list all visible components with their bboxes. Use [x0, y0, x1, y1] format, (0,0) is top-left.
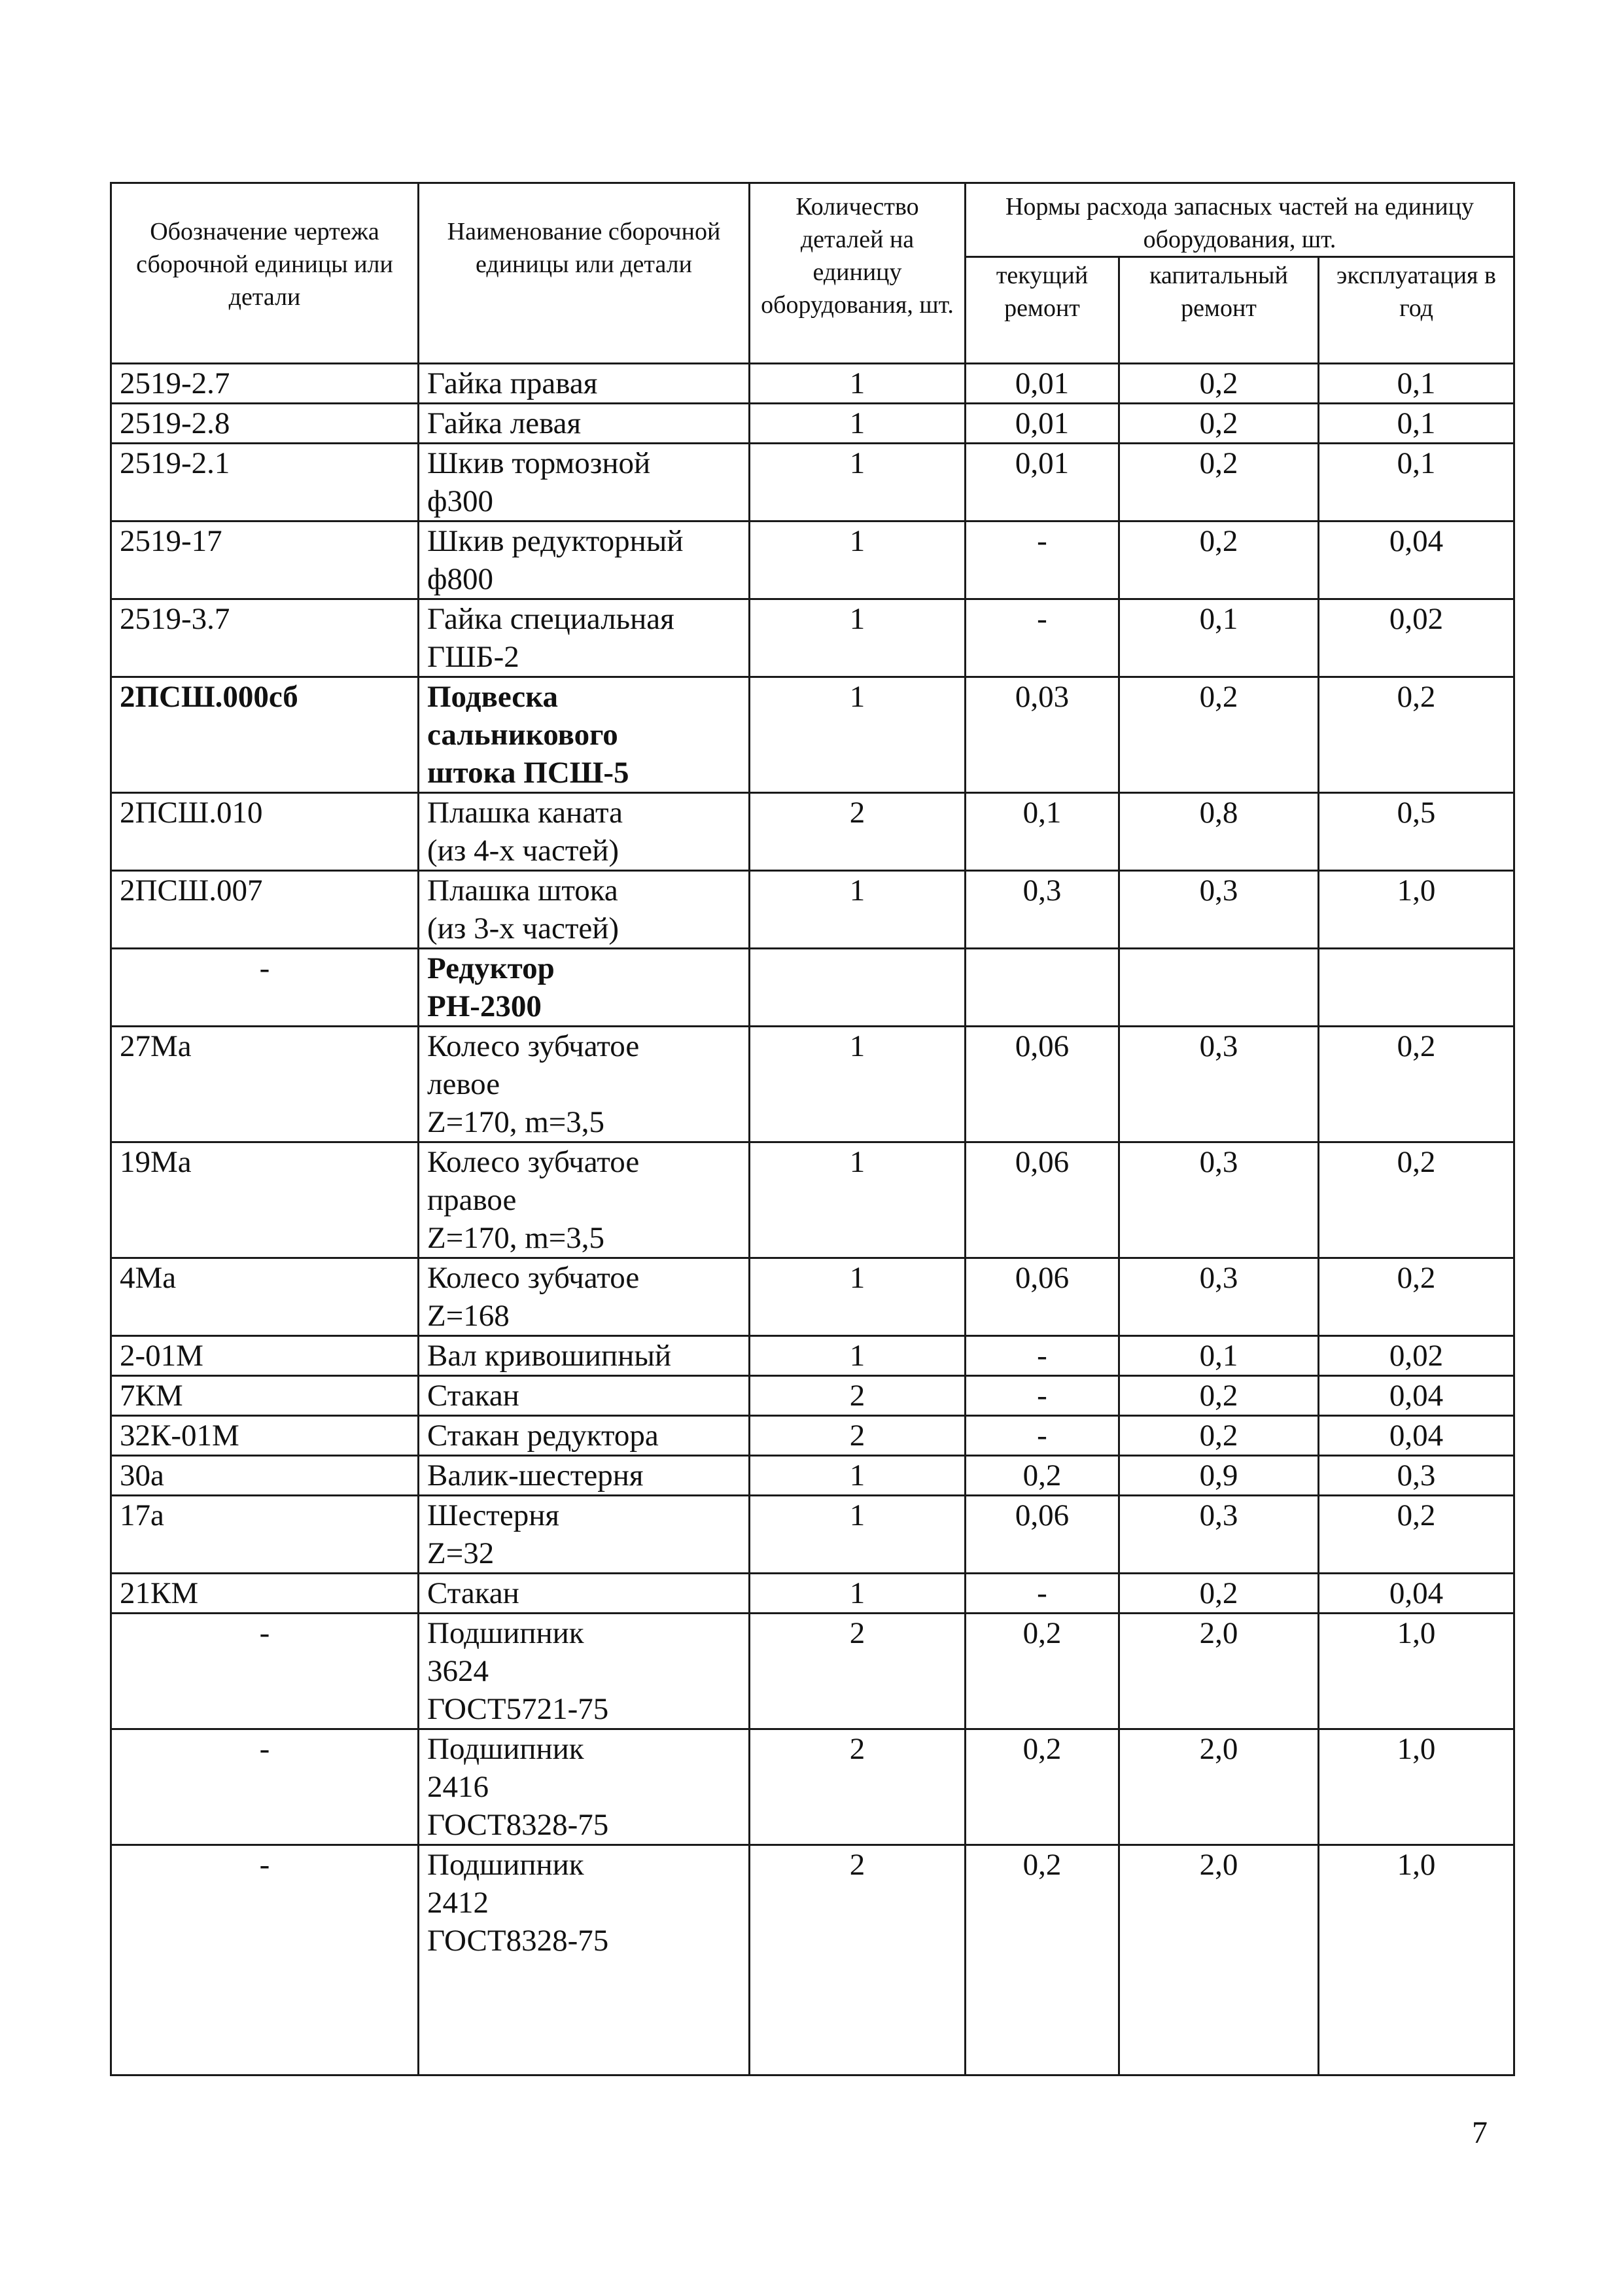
cell-operation: 0,04 [1319, 1574, 1514, 1614]
cell-capital-repair: 0,2 [1119, 444, 1319, 521]
header-name: Наименование сборочной единицы или детали [419, 183, 750, 364]
cell-operation: 0,2 [1319, 1258, 1514, 1336]
cell-current-repair: 0,2 [966, 1614, 1119, 1729]
cell-name [419, 364, 750, 404]
cell-quantity: 2 [750, 1416, 966, 1456]
cell-name-line: правое [427, 1183, 517, 1217]
table-row [111, 1496, 1514, 1574]
cell-current-repair: 0,01 [966, 404, 1119, 444]
cell-name-line: сальникового [427, 718, 618, 752]
table-row [111, 1258, 1514, 1336]
cell-name [419, 677, 750, 793]
cell-name-line: штока ПСШ-5 [427, 756, 629, 790]
cell-capital-repair: 0,3 [1119, 1496, 1319, 1574]
table-row [111, 677, 1514, 793]
cell-quantity: 1 [750, 404, 966, 444]
cell-operation: 0,2 [1319, 1027, 1514, 1142]
cell-name-line: ф800 [427, 562, 493, 596]
header-operation-per-year: эксплуатация в год [1319, 257, 1514, 364]
cell-current-repair: 0,06 [966, 1142, 1119, 1258]
table-row [111, 1142, 1514, 1258]
table-row [111, 1416, 1514, 1456]
table-row [111, 1729, 1514, 1845]
cell-capital-repair: 0,2 [1119, 364, 1319, 404]
table-row [111, 793, 1514, 871]
cell-name-line: Стакан [427, 1379, 519, 1413]
cell-current-repair: 0,2 [966, 1845, 1119, 2075]
spare-parts-table [110, 182, 1515, 2076]
cell-capital-repair: 0,2 [1119, 1376, 1319, 1416]
cell-quantity: 1 [750, 1496, 966, 1574]
cell-current-repair: 0,06 [966, 1496, 1119, 1574]
cell-name [419, 1376, 750, 1416]
cell-capital-repair: 0,8 [1119, 793, 1319, 871]
cell-name-line: Валик-шестерня [427, 1458, 644, 1492]
cell-code: 2ПСШ.010 [111, 793, 419, 871]
cell-code: 19Ма [111, 1142, 419, 1258]
cell-operation: 0,1 [1319, 364, 1514, 404]
cell-name-line: РН-2300 [427, 989, 542, 1023]
table-row [111, 1456, 1514, 1496]
cell-current-repair: 0,3 [966, 871, 1119, 949]
cell-operation: 0,02 [1319, 599, 1514, 677]
cell-quantity: 1 [750, 871, 966, 949]
cell-name-line: (из 3-х частей) [427, 911, 620, 945]
cell-current-repair: 0,01 [966, 444, 1119, 521]
table-row [111, 444, 1514, 521]
cell-capital-repair: 0,2 [1119, 677, 1319, 793]
cell-name-line: Z=168 [427, 1299, 510, 1333]
cell-name [419, 1614, 750, 1729]
cell-capital-repair: 2,0 [1119, 1845, 1319, 2075]
table-row [111, 1336, 1514, 1376]
header-norms: Нормы расхода запасных частей на единицу оборудования, шт. [966, 183, 1514, 257]
page-number: 7 [1472, 2115, 1488, 2150]
cell-name [419, 1416, 750, 1456]
cell-operation: 0,1 [1319, 444, 1514, 521]
cell-code: 21КМ [111, 1574, 419, 1614]
cell-quantity: 1 [750, 677, 966, 793]
cell-capital-repair: 0,3 [1119, 1027, 1319, 1142]
cell-current-repair: 0,2 [966, 1456, 1119, 1496]
cell-name-line: Вал кривошипный [427, 1339, 672, 1373]
table-row [111, 364, 1514, 404]
cell-quantity: 1 [750, 1336, 966, 1376]
cell-name [419, 1142, 750, 1258]
cell-name-line: Подвеска [427, 680, 559, 714]
cell-code: 2-01М [111, 1336, 419, 1376]
cell-current-repair: - [966, 521, 1119, 599]
cell-code: 27Ма [111, 1027, 419, 1142]
cell-name-line: 3624 [427, 1654, 489, 1688]
cell-name-line: левое [427, 1067, 500, 1101]
cell-name [419, 1729, 750, 1845]
header-quantity: Количество деталей на единицу оборудования, шт. [750, 183, 966, 364]
cell-name [419, 1258, 750, 1336]
cell-name-line: Гайка левая [427, 406, 582, 440]
cell-capital-repair: 0,2 [1119, 1574, 1319, 1614]
cell-code: - [111, 949, 419, 1027]
table-row [111, 871, 1514, 949]
cell-name-line: Z=170, m=3,5 [427, 1105, 605, 1139]
cell-code: - [111, 1729, 419, 1845]
cell-capital-repair: 0,1 [1119, 599, 1319, 677]
cell-code: 2519-3.7 [111, 599, 419, 677]
cell-name [419, 1574, 750, 1614]
cell-quantity [750, 949, 966, 1027]
cell-operation: 0,2 [1319, 1142, 1514, 1258]
cell-name-line: ГОСТ5721-75 [427, 1692, 609, 1726]
cell-code: 32К-01М [111, 1416, 419, 1456]
cell-capital-repair: 0,9 [1119, 1456, 1319, 1496]
cell-current-repair: - [966, 1416, 1119, 1456]
cell-name-line: ГОСТ8328-75 [427, 1808, 609, 1842]
table-row [111, 1027, 1514, 1142]
cell-name-line: ГШБ-2 [427, 640, 519, 674]
cell-operation: 0,2 [1319, 677, 1514, 793]
cell-capital-repair: 0,3 [1119, 1142, 1319, 1258]
cell-name [419, 793, 750, 871]
cell-current-repair: - [966, 1574, 1119, 1614]
cell-name [419, 599, 750, 677]
cell-name-line: ф300 [427, 484, 493, 518]
cell-current-repair: 0,03 [966, 677, 1119, 793]
cell-capital-repair: 0,2 [1119, 1416, 1319, 1456]
cell-current-repair: - [966, 1336, 1119, 1376]
cell-code: 17а [111, 1496, 419, 1574]
cell-quantity: 1 [750, 364, 966, 404]
cell-capital-repair [1119, 949, 1319, 1027]
cell-operation: 1,0 [1319, 1729, 1514, 1845]
cell-code: 2ПСШ.007 [111, 871, 419, 949]
header-current-repair: текущий ремонт [966, 257, 1119, 364]
table-row [111, 1845, 1514, 2075]
cell-operation: 0,5 [1319, 793, 1514, 871]
cell-name [419, 1336, 750, 1376]
cell-capital-repair: 2,0 [1119, 1614, 1319, 1729]
cell-name-line: Колесо зубчатое [427, 1261, 640, 1295]
cell-operation: 1,0 [1319, 871, 1514, 949]
cell-code: 30а [111, 1456, 419, 1496]
cell-name-line: Z=170, m=3,5 [427, 1221, 605, 1255]
table-row [111, 1376, 1514, 1416]
cell-name [419, 1456, 750, 1496]
cell-current-repair: - [966, 1376, 1119, 1416]
cell-operation [1319, 949, 1514, 1027]
cell-quantity: 1 [750, 1574, 966, 1614]
header-drawing-designation: Обозначение чертежа сборочной единицы или детали [111, 183, 419, 364]
cell-current-repair: 0,06 [966, 1258, 1119, 1336]
cell-quantity: 1 [750, 1258, 966, 1336]
cell-name [419, 404, 750, 444]
cell-capital-repair: 0,3 [1119, 1258, 1319, 1336]
cell-name-line: Z=32 [427, 1536, 495, 1570]
cell-name-line: Стакан редуктора [427, 1419, 659, 1453]
table-row [111, 1574, 1514, 1614]
cell-code: - [111, 1614, 419, 1729]
cell-capital-repair: 0,2 [1119, 404, 1319, 444]
cell-capital-repair: 2,0 [1119, 1729, 1319, 1845]
cell-name-line: Подшипник [427, 1616, 584, 1650]
cell-current-repair: 0,06 [966, 1027, 1119, 1142]
table-row [111, 949, 1514, 1027]
table-row [111, 404, 1514, 444]
cell-name-line: Подшипник [427, 1732, 584, 1766]
cell-current-repair: 0,2 [966, 1729, 1119, 1845]
cell-code: 2519-2.8 [111, 404, 419, 444]
cell-name [419, 1845, 750, 2075]
table-row [111, 599, 1514, 677]
cell-code: 4Ма [111, 1258, 419, 1336]
table-row [111, 521, 1514, 599]
cell-name-line: Шестерня [427, 1498, 559, 1532]
table-header [111, 183, 1514, 364]
cell-quantity: 2 [750, 1376, 966, 1416]
cell-quantity: 1 [750, 1142, 966, 1258]
cell-operation: 0,1 [1319, 404, 1514, 444]
cell-current-repair [966, 949, 1119, 1027]
cell-quantity: 1 [750, 444, 966, 521]
cell-quantity: 1 [750, 1027, 966, 1142]
cell-quantity: 2 [750, 1845, 966, 2075]
cell-name [419, 949, 750, 1027]
cell-name [419, 444, 750, 521]
cell-current-repair: - [966, 599, 1119, 677]
table-body [111, 364, 1514, 2075]
cell-code: 2519-2.1 [111, 444, 419, 521]
table-row [111, 1614, 1514, 1729]
cell-operation: 1,0 [1319, 1614, 1514, 1729]
header-capital-repair: капитальный ремонт [1119, 257, 1319, 364]
cell-operation: 0,2 [1319, 1496, 1514, 1574]
cell-capital-repair: 0,1 [1119, 1336, 1319, 1376]
cell-name-line: Шкив тормозной [427, 446, 651, 480]
cell-name-line: Редуктор [427, 951, 555, 985]
cell-quantity: 2 [750, 793, 966, 871]
cell-quantity: 2 [750, 1614, 966, 1729]
cell-name [419, 1496, 750, 1574]
cell-code: 2519-17 [111, 521, 419, 599]
cell-name [419, 1027, 750, 1142]
cell-name-line: Гайка специальная [427, 602, 674, 636]
cell-name-line: Колесо зубчатое [427, 1145, 640, 1179]
cell-capital-repair: 0,3 [1119, 871, 1319, 949]
cell-name-line: Гайка правая [427, 366, 598, 400]
cell-quantity: 1 [750, 1456, 966, 1496]
cell-name-line: (из 4-х частей) [427, 834, 620, 868]
cell-current-repair: 0,01 [966, 364, 1119, 404]
cell-operation: 0,04 [1319, 1376, 1514, 1416]
cell-code: 7КМ [111, 1376, 419, 1416]
cell-name-line: 2416 [427, 1770, 489, 1804]
cell-operation: 0,3 [1319, 1456, 1514, 1496]
cell-name-line: Стакан [427, 1576, 519, 1610]
cell-operation: 0,04 [1319, 521, 1514, 599]
cell-code: 2519-2.7 [111, 364, 419, 404]
cell-name-line: 2412 [427, 1886, 489, 1920]
cell-name [419, 521, 750, 599]
cell-name [419, 871, 750, 949]
cell-operation: 1,0 [1319, 1845, 1514, 2075]
cell-name-line: Шкив редукторный [427, 524, 684, 558]
cell-operation: 0,02 [1319, 1336, 1514, 1376]
cell-code: - [111, 1845, 419, 2075]
cell-quantity: 1 [750, 521, 966, 599]
cell-name-line: ГОСТ8328-75 [427, 1924, 609, 1958]
cell-quantity: 2 [750, 1729, 966, 1845]
cell-operation: 0,04 [1319, 1416, 1514, 1456]
cell-name-line: Колесо зубчатое [427, 1029, 640, 1063]
cell-name-line: Плашка каната [427, 796, 623, 830]
cell-name-line: Подшипник [427, 1848, 584, 1882]
cell-name-line: Плашка штока [427, 874, 618, 908]
cell-capital-repair: 0,2 [1119, 521, 1319, 599]
cell-quantity: 1 [750, 599, 966, 677]
cell-code: 2ПСШ.000сб [111, 677, 419, 793]
cell-current-repair: 0,1 [966, 793, 1119, 871]
